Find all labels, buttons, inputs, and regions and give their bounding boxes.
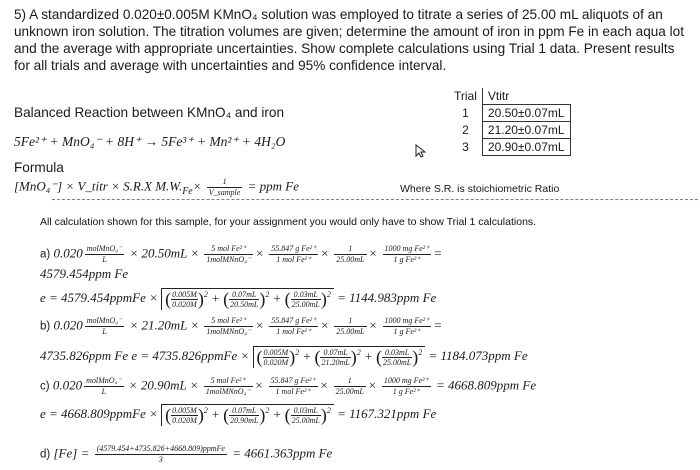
part-d-num: (4579.454+4735.826+4668.809)ppmFe	[96, 444, 225, 453]
part-b-f2-den: 1 mol Fe²⁺	[276, 327, 312, 336]
formula-expression: [MnO₄⁻] × V_titr × S.R.X $M.W._{Fe}\times$ $\frac{1}{\text{V\_sample}}$ = ppm Fe	[14, 177, 299, 198]
part-c-f4-num: 1000 mg Fe²⁺	[383, 376, 429, 385]
part-b-f1-den: 1molMNnO₄⁻	[206, 327, 252, 336]
part-c-f1-den: 1molMNnO₄⁻	[205, 387, 251, 396]
part-d-label: d)	[40, 448, 51, 461]
part-a-f3-den: 25.00mL	[336, 255, 365, 264]
part-a-result: 4579.454ppm Fe	[40, 266, 129, 281]
part-a-f1-num: 5 mol Fe²⁺	[204, 244, 253, 255]
part-b-u1-num: 0.005M	[263, 348, 289, 357]
part-b-f1-num: 5 mol Fe²⁺	[204, 316, 253, 327]
part-a-u2-den: 20.50mL	[230, 300, 259, 309]
divider	[52, 199, 698, 200]
table-row	[449, 122, 570, 139]
part-b-unit-num: molMnO₄⁻	[86, 316, 123, 325]
part-b-f4-den: 1 g Fe²⁺	[393, 327, 421, 336]
part-b-f3-den: 25.00mL	[336, 327, 365, 336]
part-a-calculation: a) 0.020 $\frac{\text{molMnO₄⁻}}{L}$ × 20.50mL × $\frac{\text{5 mol Fe²⁺}}{\text{1molMNnO₄⁻}}$ × $\frac{\text{55.847 g Fe²⁺}}{\text{1 mol Fe²⁺}}$ × $\frac{1}{25.00mL}$ × $\frac{\text{1000 mg Fe²⁺}}{\text{1 g Fe²⁺}}$ =	[40, 244, 443, 264]
part-a-conc: 0.020	[53, 245, 83, 261]
formula-heading: Formula	[14, 160, 64, 175]
table-row	[449, 105, 570, 122]
part-c-conc: 0.020	[52, 377, 83, 393]
trial-volume: 20.90±0.07mL	[482, 139, 570, 156]
part-c-u1-num: 0.005M	[172, 406, 197, 415]
part-c-result: = 4668.809ppm Fe	[436, 377, 537, 393]
part-c-f3-den: 25.00mL	[335, 387, 364, 396]
part-a-f3-num: 1	[334, 244, 366, 255]
part-b-u2-den: 21.20mL	[321, 358, 350, 367]
table-row	[449, 139, 570, 156]
part-a-unit-den: L	[102, 255, 107, 264]
part-c-u3-num: 0.03mL	[291, 406, 321, 416]
part-b-unit-den: L	[102, 327, 107, 336]
formula-frac-num: 1	[207, 177, 243, 188]
part-b-u3-num: 0.03mL	[382, 348, 412, 358]
trial-number: 2	[449, 122, 482, 139]
part-a-u1-den: 0.020M	[172, 300, 197, 309]
part-b-result-line: 4735.826ppm Fe e = 4735.826ppmFe ×	[40, 347, 250, 363]
trial-volume: 20.50±0.07mL	[482, 105, 570, 122]
part-a-volume: × 20.50mL ×	[129, 245, 200, 261]
part-c-u3-den: 25.00mL	[291, 416, 320, 425]
part-c-f3-num: 1	[334, 376, 366, 387]
part-c-f4-den: 1 g Fe²⁺	[392, 387, 420, 396]
mouse-cursor-icon	[415, 144, 427, 158]
formula-rhs: = ppm Fe	[247, 178, 299, 194]
instruction-text: All calculation shown for this sample, for your assignment you would only have to show Trial 1 calculations.	[40, 216, 537, 228]
part-a-unit-num: molMnO₄⁻	[86, 244, 123, 253]
trial-header: Trial	[449, 88, 482, 105]
part-b-f4-num: 1000 mg Fe²⁺	[384, 316, 430, 325]
trial-table	[449, 88, 571, 156]
part-c-unc-result: = 1167.321ppm Fe	[337, 405, 437, 421]
part-d-den: 3	[158, 455, 163, 464]
trial-number: 1	[449, 105, 482, 122]
trial-number: 3	[449, 139, 482, 156]
part-a-f4-den: 1 g Fe²⁺	[393, 255, 421, 264]
part-d-bracket: [Fe]	[53, 445, 78, 461]
part-a-f2-den: 1 mol Fe²⁺	[276, 255, 312, 264]
part-c-f2-den: 1 mol Fe²⁺	[275, 387, 311, 396]
part-c-volume: × 20.90mL ×	[128, 377, 199, 393]
formula-fraction	[207, 177, 243, 198]
part-c-u2-den: 20.90mL	[230, 416, 259, 425]
part-b-u2-num: 0.07mL	[320, 348, 350, 358]
part-b-f3-num: 1	[334, 316, 366, 327]
part-a-unc-result: = 1144.983ppm Fe	[337, 289, 437, 305]
part-a-f2-num: 55.847 g Fe²⁺	[271, 244, 317, 253]
part-a-f1-den: 1molMNnO₄⁻	[206, 255, 252, 264]
reaction-equation: 5Fe²⁺ + MnO₄⁻ + 8H⁺ → 5Fe³⁺ + Mn²⁺ + 4H₂O	[14, 134, 286, 149]
trial-volume: 21.20±0.07mL	[482, 122, 570, 139]
part-b-f2-num: 55.847 g Fe²⁺	[271, 316, 317, 325]
part-c-u1-den: 0.020M	[172, 416, 197, 425]
formula-note: Where S.R. is stoichiometric Ratio	[400, 183, 560, 195]
formula-subscript: Fe	[182, 186, 193, 198]
part-a-uncertainty: e = 4579.454ppmFe × ( $\frac{0.005M}{0.020M}$ )$^2$ + ( $\frac{0.07mL}{20.50mL}$ )$^2$ + ( $\frac{0.03mL}{25.00mL}$ )$^2$ = 1144.983ppm Fe	[40, 289, 437, 309]
problem-statement: 5) A standardized 0.020±0.005M KMnO₄ solution was employed to titrate a series of 25.00 mL aliquots of an unknown iron solution. The titration volumes are given; determine the amount of iron in ppm Fe in each aqua lot and the average with appropriate uncertainties. Show complete calculations using Trial 1 data. Present results for all trials and average with uncertainties and 95% confidence interval.	[14, 7, 685, 73]
part-b-unc-result: = 1184.073ppm Fe	[428, 347, 528, 363]
part-a-u3-den: 25.00mL	[291, 300, 320, 309]
part-c-u2-num: 0.07mL	[229, 406, 259, 416]
part-b-uncertainty: 4735.826ppm Fe e = 4735.826ppmFe × ( $\frac{0.005M}{0.020M}$ )$^2$ + ( $\frac{0.07mL}{21.20mL}$ )$^2$ + ( $\frac{0.03mL}{25.00mL}$ )$^2$ = 1184.073ppm Fe	[40, 347, 528, 367]
part-a-u2-num: 0.07mL	[229, 290, 259, 300]
part-c-unit-num: molMnO₄⁻	[86, 376, 122, 385]
part-a-label: a)	[40, 248, 51, 261]
part-c-uncertainty: e = 4668.809ppmFe × ( $\frac{0.005M}{0.020M}$ )$^2$ + ( $\frac{0.07mL}{20.90mL}$ )$^2$ + ( $\frac{0.03mL}{25.00mL}$ )$^2$ = 1167.321ppm Fe	[40, 405, 437, 425]
part-d-result: = 4661.363ppm Fe	[232, 445, 333, 461]
reaction-heading: Balanced Reaction between KMnO₄ and iron	[14, 105, 285, 120]
part-c-f2-num: 55.847 g Fe²⁺	[270, 376, 316, 385]
part-c-calculation: c) 0.020 $\frac{\text{molMnO₄⁻}}{L}$ × 20.90mL × $\frac{\text{5 mol Fe²⁺}}{\text{1molMNnO₄⁻}}$ × $\frac{\text{55.847 g Fe²⁺}}{\text{1 mol Fe²⁺}}$ × $\frac{1}{25.00mL}$ × $\frac{\text{1000 mg Fe²⁺}}{\text{1 g Fe²⁺}}$ = 4668.809ppm Fe	[40, 376, 537, 396]
part-b-calculation: b) 0.020 $\frac{\text{molMnO₄⁻}}{L}$ × 21.20mL × $\frac{\text{5 mol Fe²⁺}}{\text{1molMNnO₄⁻}}$ × $\frac{\text{55.847 g Fe²⁺}}{\text{1 mol Fe²⁺}}$ × $\frac{1}{25.00mL}$ × $\frac{\text{1000 mg Fe²⁺}}{\text{1 g Fe²⁺}}$ =	[40, 316, 443, 336]
part-c-label: c)	[40, 380, 50, 393]
part-a-u3-num: 0.03mL	[291, 290, 321, 300]
part-c-f1-num: 5 mol Fe²⁺	[204, 376, 253, 387]
part-b-volume: × 21.20mL ×	[129, 317, 200, 333]
formula-lhs: [MnO₄⁻] × V_titr × S.R.X M.W.	[14, 178, 183, 194]
part-a-u1-num: 0.005M	[172, 290, 197, 299]
part-a-f4-num: 1000 mg Fe²⁺	[384, 244, 430, 253]
part-d-calculation: d) [Fe] = $\frac{\text{(4579.454+4735.826+4668.809)ppmFe}}{3}$ = 4661.363ppm Fe	[40, 444, 333, 464]
part-c-unc-prefix: e = 4668.809ppmFe ×	[40, 405, 158, 421]
formula-frac-den: V_sample	[208, 188, 241, 197]
part-b-label: b)	[40, 320, 51, 333]
part-b-u1-den: 0.020M	[263, 358, 289, 367]
part-b-u3-den: 25.00mL	[382, 358, 412, 367]
part-c-unit-den: L	[101, 387, 107, 396]
part-a-unc-prefix: e = 4579.454ppmFe ×	[40, 289, 158, 305]
volume-header: Vtitr	[487, 89, 510, 103]
part-b-conc: 0.020	[53, 317, 83, 333]
